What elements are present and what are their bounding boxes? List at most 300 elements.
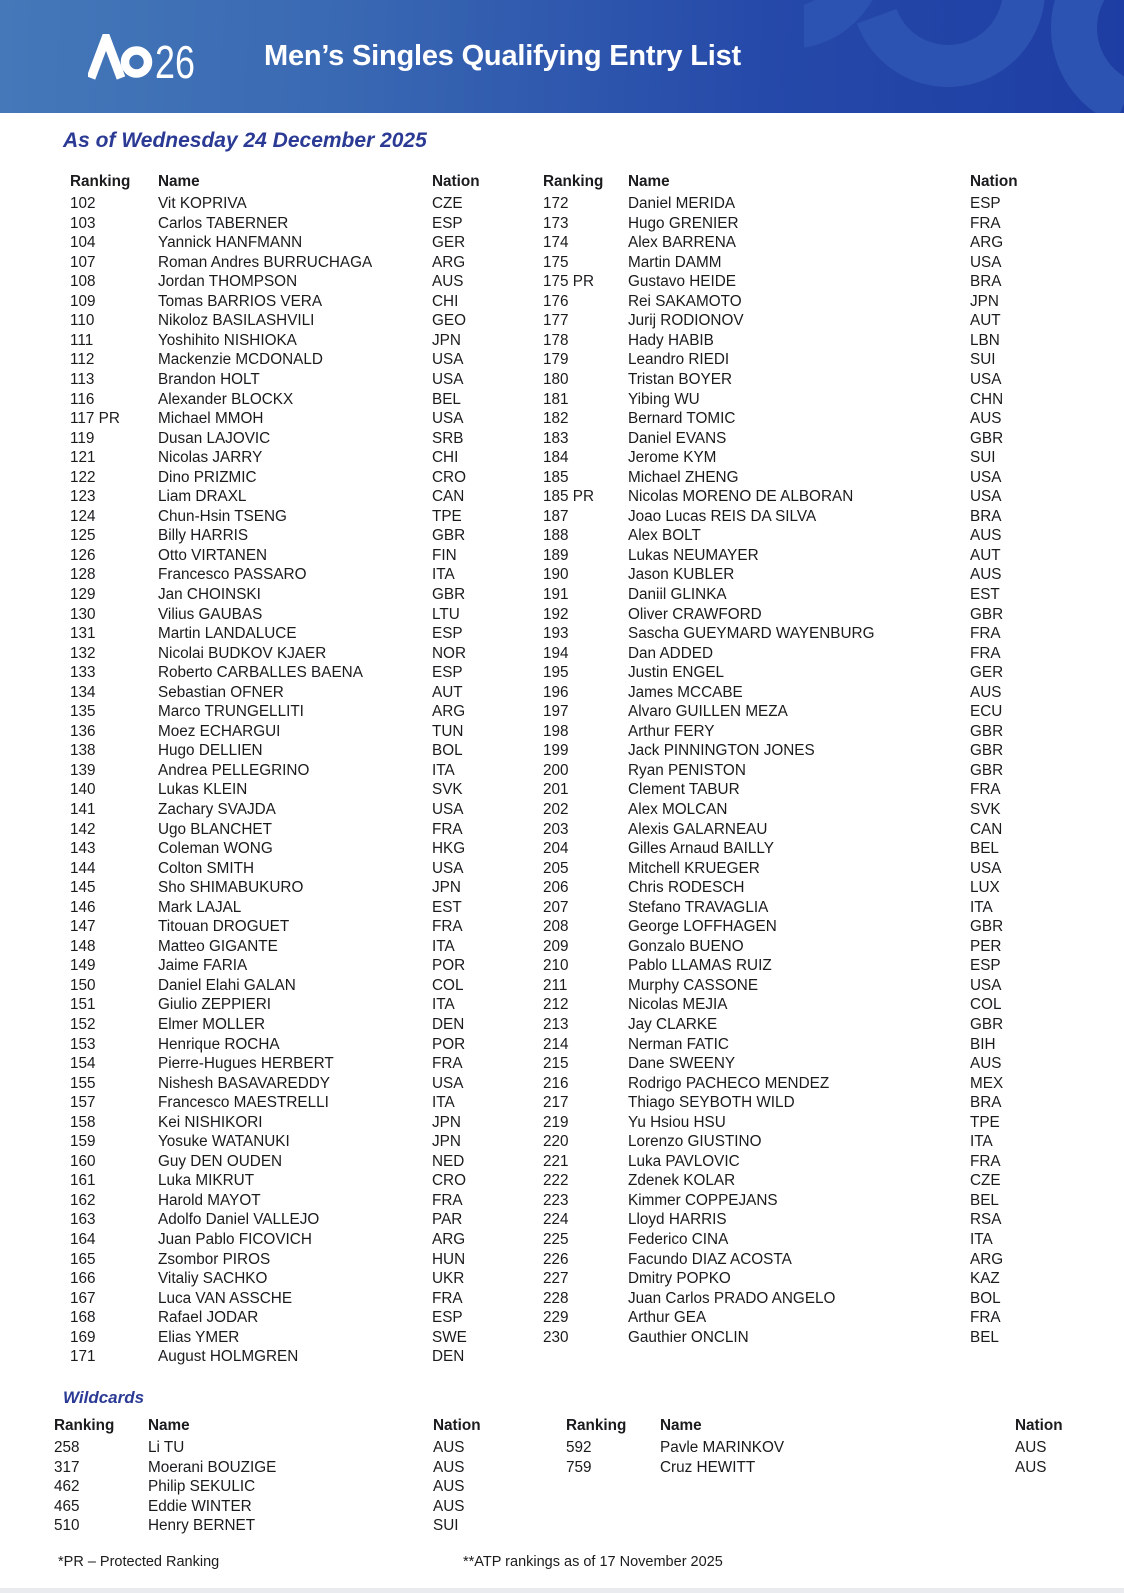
- nation-cell: USA: [432, 410, 464, 428]
- nation-cell: FRA: [970, 781, 1001, 799]
- name-cell: Elmer MOLLER: [158, 1016, 266, 1034]
- nation-cell: AUS: [433, 1439, 465, 1457]
- rank-cell: 159: [70, 1133, 96, 1151]
- table-row: [70, 1250, 522, 1270]
- name-cell: Joao Lucas REIS DA SILVA: [628, 507, 817, 525]
- rank-cell: 197: [543, 703, 569, 721]
- nation-column-header: Nation: [433, 1417, 481, 1434]
- name-cell: Facundo DIAZ ACOSTA: [628, 1250, 792, 1268]
- name-cell: Lorenzo GIUSTINO: [628, 1133, 762, 1151]
- table-row: [543, 624, 1060, 644]
- nation-cell: ESP: [970, 957, 1001, 975]
- table-row: [543, 311, 1060, 331]
- nation-cell: ARG: [432, 1231, 466, 1249]
- ranking-column-header: Ranking: [70, 173, 131, 190]
- table-row: [70, 663, 522, 683]
- table-row: [543, 800, 1060, 820]
- table-header: [70, 172, 522, 192]
- rank-cell: 189: [543, 546, 569, 564]
- name-cell: Roberto CARBALLES BAENA: [158, 664, 363, 682]
- nation-cell: AUS: [1015, 1458, 1047, 1476]
- table-row: [543, 194, 1060, 214]
- table-row: [70, 233, 522, 253]
- rank-cell: 208: [543, 918, 569, 936]
- table-row: [543, 995, 1060, 1015]
- nation-cell: GBR: [970, 605, 1004, 623]
- nation-cell: SRB: [432, 429, 464, 447]
- name-cell: Henrique ROCHA: [158, 1035, 280, 1053]
- name-cell: Gauthier ONCLIN: [628, 1328, 749, 1346]
- nation-cell: FRA: [970, 1309, 1001, 1327]
- rank-cell: 157: [70, 1094, 96, 1112]
- name-cell: Yosuke WATANUKI: [158, 1133, 290, 1151]
- name-cell: Alexis GALARNEAU: [628, 820, 768, 838]
- ao26-logo-graphic: [88, 34, 218, 80]
- rank-cell: 136: [70, 722, 96, 740]
- name-cell: Billy HARRIS: [158, 527, 249, 545]
- rank-cell: 148: [70, 937, 96, 955]
- nation-cell: BEL: [970, 840, 999, 858]
- ao-logo-year-text: 26: [155, 36, 195, 80]
- table-row: [70, 194, 522, 214]
- table-row: [543, 1250, 1060, 1270]
- nation-cell: USA: [970, 859, 1002, 877]
- table-row: [566, 1458, 1105, 1478]
- table-row: [543, 448, 1060, 468]
- name-cell: Stefano TRAVAGLIA: [628, 898, 769, 916]
- rank-cell: 140: [70, 781, 96, 799]
- nation-cell: GER: [970, 664, 1004, 682]
- rank-cell: 181: [543, 390, 569, 408]
- name-cell: Jack PINNINGTON JONES: [628, 742, 815, 760]
- ranking-column-header: Ranking: [543, 173, 604, 190]
- nation-cell: RSA: [970, 1211, 1002, 1229]
- name-cell: Ryan PENISTON: [628, 761, 746, 779]
- name-cell: Dane SWEENY: [628, 1055, 736, 1073]
- name-cell: Rafael JODAR: [158, 1309, 259, 1327]
- name-cell: Dino PRIZMIC: [158, 468, 257, 486]
- table-row: [543, 292, 1060, 312]
- nation-cell: CZE: [432, 195, 463, 213]
- table-row: [543, 1054, 1060, 1074]
- nation-cell: USA: [970, 253, 1002, 271]
- table-row: [70, 741, 522, 761]
- nation-cell: SWE: [432, 1328, 467, 1346]
- nation-cell: AUT: [970, 546, 1001, 564]
- table-row: [70, 468, 522, 488]
- rank-cell: 223: [543, 1191, 569, 1209]
- nation-cell: GEO: [432, 312, 466, 330]
- table-header: [54, 1416, 523, 1436]
- nation-cell: GBR: [432, 585, 466, 603]
- nation-cell: BOL: [432, 742, 463, 760]
- table-row: [70, 898, 522, 918]
- nation-cell: AUS: [433, 1497, 465, 1515]
- rank-cell: 175 PR: [543, 273, 595, 291]
- nation-cell: BEL: [970, 1191, 999, 1209]
- name-cell: Daniil GLINKA: [628, 585, 727, 603]
- name-cell: Alex BARRENA: [628, 234, 736, 252]
- table-row: [543, 761, 1060, 781]
- name-cell: Pavle MARINKOV: [660, 1439, 785, 1457]
- table-row: [543, 683, 1060, 703]
- name-cell: Nishesh BASAVAREDDY: [158, 1074, 331, 1092]
- rank-cell: 205: [543, 859, 569, 877]
- rank-cell: 155: [70, 1074, 96, 1092]
- nation-cell: ARG: [432, 253, 466, 271]
- table-row: [543, 1074, 1060, 1094]
- table-row: [70, 800, 522, 820]
- rank-cell: 183: [543, 429, 569, 447]
- name-cell: Roman Andres BURRUCHAGA: [158, 253, 373, 271]
- rank-cell: 193: [543, 625, 569, 643]
- name-cell: Yu Hsiou HSU: [628, 1113, 726, 1131]
- nation-cell: SVK: [970, 801, 1001, 818]
- name-cell: Yibing WU: [628, 390, 700, 408]
- table-row: [543, 1230, 1060, 1250]
- name-cell: Dusan LAJOVIC: [158, 429, 271, 447]
- table-row: [70, 859, 522, 879]
- rank-cell: 143: [70, 840, 96, 858]
- nation-cell: BRA: [970, 507, 1002, 525]
- name-cell: Francesco MAESTRELLI: [158, 1094, 329, 1112]
- rank-cell: 110: [70, 312, 95, 330]
- name-cell: Daniel Elahi GALAN: [158, 976, 296, 994]
- header-content: [88, 0, 741, 113]
- table-row: [70, 624, 522, 644]
- table-row: [70, 448, 522, 468]
- name-cell: Titouan DROGUET: [158, 918, 290, 936]
- table-row: [70, 644, 522, 664]
- table-row: [543, 917, 1060, 937]
- name-cell: Luka MIKRUT: [158, 1172, 255, 1190]
- table-row: [543, 409, 1060, 429]
- rank-cell: 162: [70, 1191, 96, 1209]
- table-row: [543, 1152, 1060, 1172]
- nation-cell: POR: [432, 957, 466, 975]
- rank-cell: 206: [543, 879, 569, 897]
- table-row: [70, 253, 522, 273]
- page-bottom-edge: [0, 1588, 1124, 1593]
- rank-cell: 226: [543, 1250, 569, 1268]
- name-cell: Luca VAN ASSCHE: [158, 1289, 293, 1307]
- nation-cell: DEN: [432, 1016, 465, 1034]
- table-row: [543, 878, 1060, 898]
- nation-cell: POR: [432, 1035, 466, 1053]
- table-row: [70, 937, 522, 957]
- nation-cell: JPN: [432, 879, 461, 897]
- table-row: [543, 1113, 1060, 1133]
- rank-cell: 138: [70, 742, 96, 760]
- nation-cell: ITA: [970, 1231, 993, 1249]
- nation-cell: LUX: [970, 879, 1000, 897]
- table-row: [70, 878, 522, 898]
- wildcards-table-right: [566, 1416, 1105, 1477]
- nation-cell: JPN: [432, 1133, 461, 1151]
- nation-cell: BRA: [970, 273, 1002, 291]
- table-row: [70, 370, 522, 390]
- name-cell: Federico CINA: [628, 1231, 729, 1249]
- rank-cell: 207: [543, 898, 569, 916]
- name-cell: Mitchell KRUEGER: [628, 859, 760, 877]
- name-cell: Arthur GEA: [628, 1309, 707, 1327]
- nation-cell: ITA: [432, 761, 455, 779]
- rank-cell: 102: [70, 195, 96, 213]
- table-row: [543, 429, 1060, 449]
- name-cell: Justin ENGEL: [628, 664, 725, 682]
- nation-cell: BIH: [970, 1035, 996, 1053]
- name-cell: Jurij RODIONOV: [628, 312, 744, 330]
- nation-cell: JPN: [432, 331, 461, 349]
- rank-cell: 199: [543, 742, 569, 760]
- nation-cell: COL: [432, 976, 464, 994]
- name-cell: Li TU: [148, 1439, 185, 1457]
- table-row: [543, 1015, 1060, 1035]
- ao-logo-o-shape: [125, 50, 148, 73]
- rank-cell: 109: [70, 292, 96, 310]
- nation-cell: GBR: [970, 722, 1004, 740]
- table-row: [543, 722, 1060, 742]
- name-cell: Otto VIRTANEN: [158, 546, 268, 564]
- nation-cell: HUN: [432, 1250, 466, 1268]
- rank-cell: 191: [543, 585, 569, 603]
- rank-cell: 217: [543, 1094, 569, 1112]
- nation-cell: MEX: [970, 1074, 1004, 1092]
- table-row: [543, 663, 1060, 683]
- table-header: [543, 172, 1060, 192]
- rank-cell: 104: [70, 234, 96, 252]
- rank-cell: 317: [54, 1458, 80, 1476]
- table-row: [543, 370, 1060, 390]
- rank-cell: 216: [543, 1074, 569, 1092]
- rank-cell: 112: [70, 351, 95, 369]
- rank-cell: 187: [543, 507, 569, 525]
- table-row: [70, 605, 522, 625]
- nation-cell: BEL: [432, 390, 461, 408]
- ranking-column-header: Ranking: [54, 1417, 115, 1434]
- nation-cell: NOR: [432, 644, 466, 662]
- table-row: [70, 1269, 522, 1289]
- table-row: [70, 487, 522, 507]
- rank-cell: 108: [70, 273, 96, 291]
- rank-cell: 169: [70, 1328, 96, 1346]
- table-row: [70, 1113, 522, 1133]
- nation-cell: FRA: [432, 1055, 463, 1073]
- nation-cell: BRA: [970, 1094, 1002, 1112]
- name-cell: Tomas BARRIOS VERA: [158, 292, 323, 310]
- name-cell: Juan Pablo FICOVICH: [158, 1231, 312, 1249]
- nation-cell: USA: [970, 468, 1002, 486]
- nation-cell: GER: [432, 234, 466, 252]
- name-cell: Moerani BOUZIGE: [148, 1458, 277, 1476]
- name-column-header: Name: [660, 1417, 702, 1434]
- rank-cell: 592: [566, 1439, 592, 1457]
- table-row: [70, 761, 522, 781]
- name-cell: Bernard TOMIC: [628, 410, 736, 428]
- nation-cell: USA: [432, 859, 464, 877]
- nation-cell: ESP: [432, 625, 463, 643]
- nation-cell: CHI: [432, 449, 459, 467]
- nation-cell: CAN: [970, 820, 1003, 838]
- nation-cell: AUS: [970, 683, 1002, 701]
- name-cell: Alvaro GUILLEN MEZA: [628, 703, 788, 721]
- nation-cell: BOL: [970, 1289, 1001, 1307]
- table-row: [70, 292, 522, 312]
- rank-cell: 225: [543, 1231, 569, 1249]
- name-cell: Nicolas MEJIA: [628, 996, 728, 1014]
- footnote-protected-ranking: *PR – Protected Ranking: [58, 1554, 220, 1570]
- table-row: [543, 1269, 1060, 1289]
- table-row: [70, 1171, 522, 1191]
- rank-cell: 204: [543, 840, 569, 858]
- name-cell: Rodrigo PACHECO MENDEZ: [628, 1074, 830, 1092]
- name-cell: Thiago SEYBOTH WILD: [628, 1094, 795, 1112]
- name-cell: Jordan THOMPSON: [158, 273, 298, 291]
- name-cell: Guy DEN OUDEN: [158, 1152, 283, 1170]
- name-cell: Murphy CASSONE: [628, 976, 759, 994]
- entry-table-right: [543, 172, 1060, 1347]
- rank-cell: 214: [543, 1035, 569, 1053]
- table-row: [70, 585, 522, 605]
- name-cell: Carlos TABERNER: [158, 214, 289, 232]
- rank-cell: 229: [543, 1309, 569, 1327]
- table-row: [70, 1230, 522, 1250]
- name-cell: Vilius GAUBAS: [158, 605, 263, 623]
- table-row: [70, 976, 522, 996]
- rank-cell: 133: [70, 664, 96, 682]
- name-cell: Brandon HOLT: [158, 370, 260, 388]
- name-cell: Rei SAKAMOTO: [628, 292, 742, 310]
- name-cell: Chun-Hsin TSENG: [158, 507, 287, 525]
- table-row: [543, 1132, 1060, 1152]
- name-cell: Lukas KLEIN: [158, 781, 248, 799]
- nation-cell: ARG: [970, 1250, 1004, 1268]
- nation-column-header: Nation: [1015, 1417, 1063, 1434]
- rank-cell: 132: [70, 644, 96, 662]
- nation-cell: ESP: [432, 1309, 463, 1327]
- name-cell: Daniel MERIDA: [628, 195, 736, 213]
- rank-cell: 174: [543, 234, 569, 252]
- name-cell: Matteo GIGANTE: [158, 937, 278, 955]
- rank-cell: 203: [543, 820, 569, 838]
- rank-cell: 149: [70, 957, 96, 975]
- name-cell: Kei NISHIKORI: [158, 1113, 263, 1131]
- nation-cell: EST: [970, 585, 1000, 603]
- table-row: [543, 1035, 1060, 1055]
- name-cell: Adolfo Daniel VALLEJO: [158, 1211, 320, 1229]
- name-cell: Elias YMER: [158, 1328, 240, 1346]
- name-cell: Mackenzie MCDONALD: [158, 351, 323, 369]
- table-row: [70, 1289, 522, 1309]
- nation-cell: AUS: [970, 410, 1002, 428]
- table-row: [543, 1289, 1060, 1309]
- nation-cell: ARG: [432, 703, 466, 721]
- rank-cell: 165: [70, 1250, 96, 1268]
- nation-cell: FRA: [432, 1289, 463, 1307]
- table-row: [70, 390, 522, 410]
- rank-cell: 182: [543, 410, 569, 428]
- name-cell: Pierre-Hugues HERBERT: [158, 1055, 334, 1073]
- table-row: [543, 546, 1060, 566]
- table-row: [70, 409, 522, 429]
- name-cell: Harold MAYOT: [158, 1191, 261, 1209]
- table-row: [543, 331, 1060, 351]
- rank-cell: 164: [70, 1231, 96, 1249]
- table-row: [543, 1308, 1060, 1328]
- table-row: [70, 1074, 522, 1094]
- nation-cell: AUS: [970, 527, 1002, 545]
- nation-cell: GBR: [970, 742, 1004, 760]
- table-row: [543, 644, 1060, 664]
- table-row: [70, 526, 522, 546]
- nation-cell: ITA: [970, 1133, 993, 1151]
- ao-logo-a-shape: [91, 38, 121, 78]
- nation-cell: AUS: [1015, 1439, 1047, 1457]
- nation-cell: HKG: [432, 840, 466, 858]
- nation-column-header: Nation: [970, 173, 1018, 190]
- rank-cell: 177: [543, 312, 569, 330]
- nation-cell: PER: [970, 937, 1002, 955]
- name-cell: Dmitry POPKO: [628, 1270, 731, 1288]
- table-row: [543, 507, 1060, 527]
- table-row: [543, 605, 1060, 625]
- rank-cell: 196: [543, 683, 569, 701]
- rank-cell: 122: [70, 468, 96, 486]
- nation-cell: AUS: [970, 1055, 1002, 1073]
- rank-cell: 128: [70, 566, 96, 584]
- name-cell: Michael MMOH: [158, 410, 264, 428]
- name-cell: Nicolai BUDKOV KJAER: [158, 644, 327, 662]
- rank-cell: 125: [70, 527, 96, 545]
- table-row: [70, 956, 522, 976]
- name-cell: Colton SMITH: [158, 859, 255, 877]
- table-row: [70, 722, 522, 742]
- table-row: [70, 683, 522, 703]
- name-cell: Martin DAMM: [628, 253, 722, 271]
- rank-cell: 147: [70, 918, 96, 936]
- table-row: [70, 507, 522, 527]
- name-cell: Eddie WINTER: [148, 1497, 252, 1515]
- table-row: [70, 702, 522, 722]
- table-row: [54, 1438, 523, 1458]
- table-row: [70, 1191, 522, 1211]
- table-row: [70, 995, 522, 1015]
- rank-cell: 154: [70, 1055, 96, 1073]
- rank-cell: 146: [70, 898, 96, 916]
- nation-cell: JPN: [970, 292, 999, 310]
- rank-cell: 151: [70, 996, 96, 1014]
- nation-cell: USA: [432, 370, 464, 388]
- table-row: [543, 780, 1060, 800]
- rank-cell: 175: [543, 253, 569, 271]
- name-cell: Nikoloz BASILASHVILI: [158, 312, 315, 330]
- name-cell: Jay CLARKE: [628, 1016, 718, 1034]
- rank-cell: 163: [70, 1211, 96, 1229]
- table-row: [70, 1132, 522, 1152]
- rank-cell: 153: [70, 1035, 96, 1053]
- table-row: [54, 1477, 523, 1497]
- nation-cell: TPE: [970, 1113, 1000, 1131]
- nation-cell: ECU: [970, 703, 1003, 721]
- table-row: [70, 839, 522, 859]
- table-row: [70, 780, 522, 800]
- nation-cell: GBR: [970, 918, 1004, 936]
- rank-cell: 111: [70, 331, 94, 349]
- table-header: [566, 1416, 1105, 1436]
- name-cell: Alexander BLOCKX: [158, 390, 294, 408]
- rank-cell: 258: [54, 1439, 80, 1457]
- decorative-rings: [804, 0, 1124, 113]
